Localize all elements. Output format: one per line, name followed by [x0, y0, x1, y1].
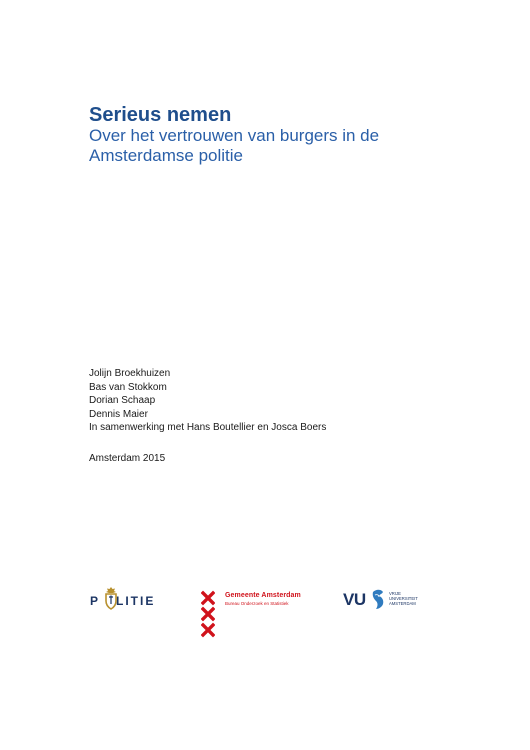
document-title: Serieus nemen — [89, 104, 232, 126]
author-list — [89, 367, 326, 435]
author-line: Jolijn Broekhuizen — [89, 368, 171, 379]
place-and-date: Amsterdam 2015 — [89, 453, 166, 464]
author-line: Dorian Schaap — [89, 395, 156, 406]
politie-crest-icon — [102, 586, 120, 610]
vu-logo — [343, 588, 423, 612]
vu-letters: VU — [343, 590, 366, 609]
politie-logo — [90, 586, 162, 612]
document-subtitle: Over het vertrouwen van burgers in de Amsterdamse politie — [89, 126, 380, 165]
author-line: Dennis Maier — [89, 408, 148, 420]
politie-wordmark: P LITIE — [90, 594, 156, 608]
vu-wordmark: VRIJE UNIVERSITEIT AMSTERDAM — [389, 591, 418, 606]
author-line: Bas van Stokkom — [89, 381, 167, 393]
gemeente-amsterdam-logo — [201, 590, 311, 638]
vu-griffin-icon — [370, 588, 386, 610]
gemeente-name: Gemeente Amsterdam — [225, 592, 301, 599]
gemeente-department: Bureau Onderzoek en Statistiek — [225, 601, 289, 606]
collaboration-line: In samenwerking met Hans Boutellier en Josca Boers — [89, 422, 327, 433]
andreas-crosses-icon — [201, 590, 215, 638]
